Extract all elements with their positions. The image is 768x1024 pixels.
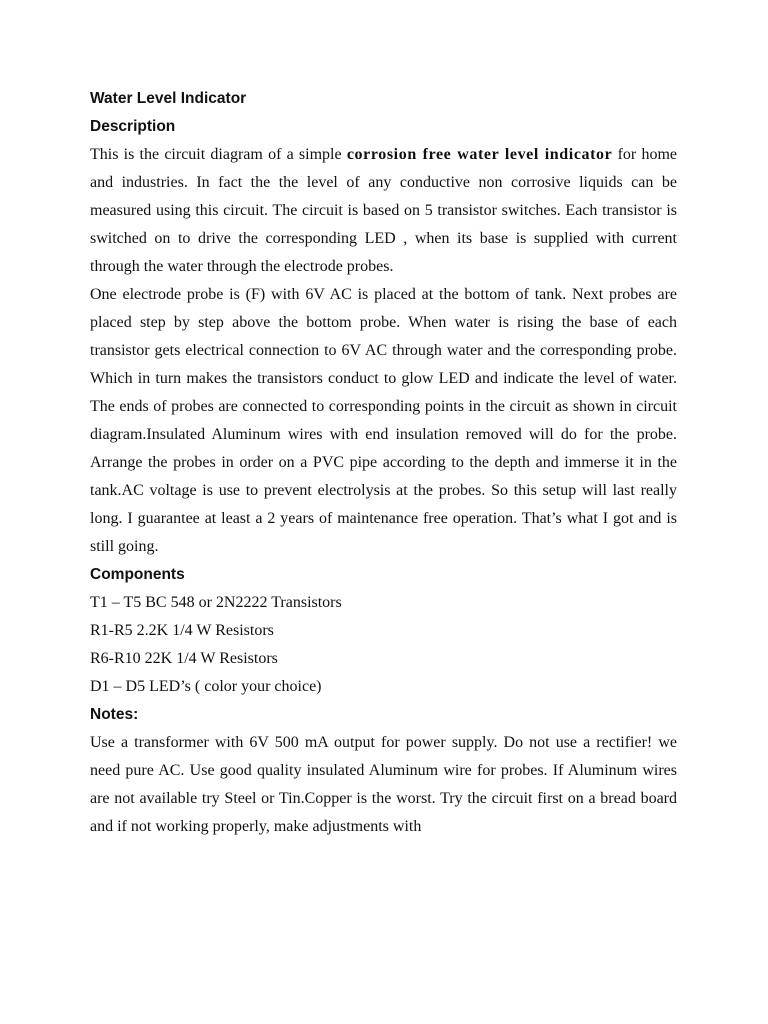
components-list — [90, 589, 677, 701]
description-paragraph-1 — [90, 141, 677, 281]
component-item: T1 – T5 BC 548 or 2N2222 Transistors — [90, 594, 342, 611]
description-bold-text: corrosion free water level indicator — [346, 146, 613, 163]
description-rest-text: for home and industries. In fact the the level of any conductive non corrosive liquids can be measured using this circuit. The circuit is based on 5 transistor switches. Each transistor is switched on to drive the corresponding LED , when its base is supplied with current through the water through the electrode probes. — [90, 146, 678, 275]
component-item: R6-R10 22K 1/4 W Resistors — [90, 650, 278, 667]
description-lead-text: This is the circuit diagram of a simple — [90, 146, 347, 163]
document-page — [90, 85, 677, 841]
description-heading: Description — [90, 118, 176, 135]
component-item: D1 – D5 LED’s ( color your choice) — [90, 678, 322, 695]
description-paragraph-2: One electrode probe is (F) with 6V AC is placed at the bottom of tank. Next probes are placed step by step above the bottom probe. When water is rising the base of each transistor gets electrical connection to 6V AC through water and the corresponding probe. Which in turn makes the transistors conduct to glow LED and indicate the level of water. The ends of probes are connected to corresponding points in the circuit as shown in circuit diagram.Insulated Aluminum wires with end insulation removed will do for the probe. Arrange the probes in order on a PVC pipe according to the depth and immerse it in the tank.AC voltage is use to prevent electrolysis at the probes. So this setup will last really long. I guarantee at least a 2 years of maintenance free operation. That’s what I got and is still going. — [90, 286, 677, 555]
component-item: R1-R5 2.2K 1/4 W Resistors — [90, 622, 274, 639]
components-heading: Components — [90, 566, 185, 583]
document-title: Water Level Indicator — [90, 90, 247, 107]
notes-heading: Notes: — [90, 706, 139, 723]
notes-paragraph-1: Use a transformer with 6V 500 mA output for power supply. Do not use a rectifier! we need pure AC. Use good quality insulated Aluminum wire for probes. If Aluminum wires are not available try Steel or Tin.Copper is the worst. Try the circuit first on a bread board and if not working properly, make adjustments with — [90, 734, 677, 835]
